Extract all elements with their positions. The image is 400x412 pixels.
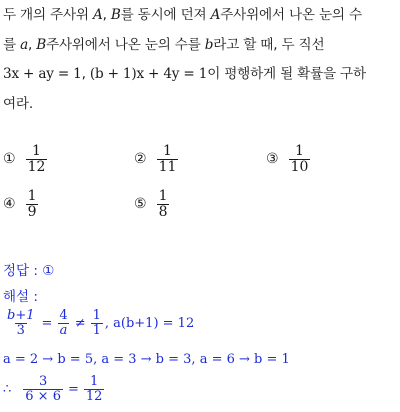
fraction-numerator: 1 xyxy=(295,143,304,159)
fraction-denominator: 6 × 6 xyxy=(25,388,61,404)
fraction-denominator: 8 xyxy=(158,203,168,220)
choice-marker: ⑤ xyxy=(134,196,147,213)
explanation-label: 해설 : xyxy=(3,289,38,305)
fraction-denominator: 3 xyxy=(16,322,25,338)
choice-2[interactable] xyxy=(134,144,180,174)
not-equal-sign: ≠ xyxy=(74,315,86,331)
fraction xyxy=(23,375,63,403)
fraction-denominator: 12 xyxy=(85,388,103,404)
fraction-numerator: 3 xyxy=(38,374,48,389)
fraction xyxy=(84,375,105,403)
choice-marker: ③ xyxy=(266,151,279,168)
equals-sign: = xyxy=(41,315,53,331)
explanation-step-3 xyxy=(3,375,106,403)
question-text-segment: 주사위에서 나온 눈의 수를 xyxy=(46,36,205,53)
product-equation: , a(b+1) = 12 xyxy=(104,315,195,331)
choice-fraction xyxy=(157,144,179,174)
question-text-segment: , xyxy=(27,36,37,53)
question-text-segment: , xyxy=(102,7,111,23)
line-equation-2: (b + 1)x + 4y = 1 xyxy=(89,66,208,82)
choice-3[interactable] xyxy=(266,144,312,174)
variable-B: B xyxy=(36,36,47,53)
fraction xyxy=(91,309,103,337)
variable-B: B xyxy=(110,7,121,23)
fraction xyxy=(57,309,69,337)
choice-fraction xyxy=(289,144,311,174)
choice-1[interactable] xyxy=(3,144,49,174)
question-text-segment: 주사위에서 나온 눈의 수 xyxy=(220,7,362,23)
fraction-numerator: 1 xyxy=(27,188,37,204)
choice-marker: ② xyxy=(134,151,147,168)
question-text-segment: 이 평행하게 될 확률을 구하 xyxy=(207,66,366,82)
line-equation-1: 3x + ay = 1 xyxy=(3,66,82,82)
question-text-segment: , xyxy=(81,66,90,82)
question-text xyxy=(3,1,398,119)
fraction-numerator: 1 xyxy=(158,188,168,204)
equals-sign: = xyxy=(67,381,79,397)
choice-marker: ④ xyxy=(3,196,16,213)
question-line-3 xyxy=(3,60,398,90)
fraction-numerator: 1 xyxy=(32,143,41,159)
explanation-step-2: a = 2 → b = 5, a = 3 → b = 3, a = 6 → b = 1 xyxy=(3,352,290,367)
choice-5[interactable] xyxy=(134,189,171,219)
choice-4[interactable] xyxy=(3,189,40,219)
choice-fraction xyxy=(26,189,39,219)
fraction-numerator: b+1 xyxy=(7,308,35,323)
choice-fraction xyxy=(157,189,170,219)
question-line-2 xyxy=(3,31,398,61)
question-text-segment: 두 개의 주사위 xyxy=(3,7,93,23)
variable-A: A xyxy=(210,7,221,23)
fraction-numerator: 1 xyxy=(163,143,172,159)
choice-marker: ① xyxy=(3,151,16,168)
therefore-symbol: ∴ xyxy=(3,381,12,397)
fraction-denominator: 9 xyxy=(27,203,37,220)
fraction-denominator: 11 xyxy=(158,158,177,175)
variable-a: a xyxy=(20,36,28,53)
fraction-denominator: 12 xyxy=(27,158,46,175)
question-text-segment: 라고 할 때, 두 직선 xyxy=(213,36,325,53)
fraction-numerator: 1 xyxy=(92,308,101,323)
question-line-4 xyxy=(3,90,398,120)
question-text-segment: 를 xyxy=(3,36,21,53)
question-line-1 xyxy=(3,1,398,31)
variable-b: b xyxy=(204,36,214,53)
explanation-step-1 xyxy=(3,309,194,337)
question-text-segment: 를 동시에 던져 xyxy=(120,7,211,23)
fraction-numerator: 1 xyxy=(90,374,99,389)
variable-A: A xyxy=(92,7,103,23)
choice-fraction xyxy=(26,144,48,174)
fraction xyxy=(5,309,37,337)
fraction-denominator: 1 xyxy=(92,322,101,338)
answer-label: 정답 : ① xyxy=(3,263,55,279)
question-text-segment: 여라. xyxy=(3,95,33,112)
fraction-denominator: a xyxy=(59,322,68,338)
fraction-numerator: 4 xyxy=(59,308,68,323)
fraction-denominator: 10 xyxy=(290,158,309,175)
